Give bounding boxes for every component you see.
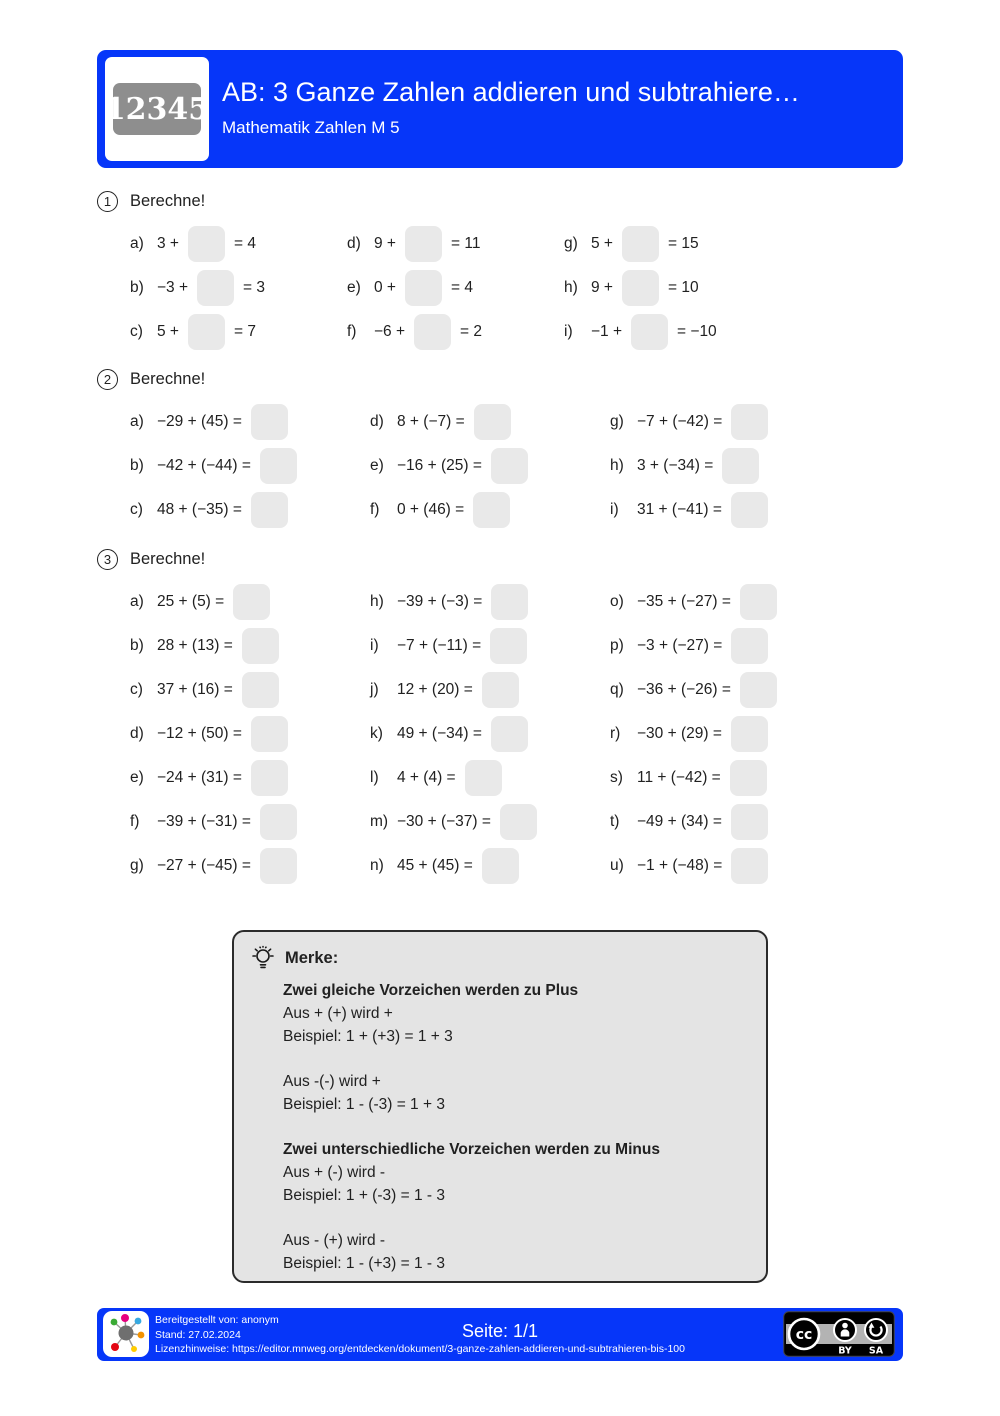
answer-box[interactable] bbox=[473, 492, 510, 528]
exercise-label: e) bbox=[130, 769, 144, 786]
footer-date: Stand: 27.02.2024 bbox=[155, 1328, 241, 1341]
exercise-row bbox=[370, 580, 610, 624]
note-line: Beispiel: 1 + (+3) = 1 + 3 bbox=[283, 1028, 453, 1045]
exercise-grid bbox=[97, 580, 850, 888]
exercise-column bbox=[370, 580, 610, 888]
exercise-row bbox=[370, 624, 610, 668]
exercise-expression: 5 + bbox=[591, 235, 613, 252]
answer-box[interactable] bbox=[260, 804, 297, 840]
exercise-result: = 11 bbox=[450, 235, 481, 252]
exercise-row bbox=[370, 400, 610, 444]
exercise-expression: −35 + (−27) = bbox=[637, 593, 731, 610]
answer-box[interactable] bbox=[731, 404, 768, 440]
section-heading bbox=[97, 368, 850, 390]
exercise-label: r) bbox=[610, 725, 621, 742]
page-title: AB: 3 Ganze Zahlen addieren und subtrahiere… bbox=[222, 77, 800, 107]
answer-box[interactable] bbox=[731, 492, 768, 528]
exercise-expression: 11 + (−42) = bbox=[637, 769, 721, 786]
exercise-row bbox=[370, 756, 610, 800]
answer-box[interactable] bbox=[722, 448, 759, 484]
note-line: Beispiel: 1 - (+3) = 1 - 3 bbox=[283, 1255, 445, 1272]
exercise-row bbox=[130, 222, 347, 266]
answer-box[interactable] bbox=[730, 760, 767, 796]
answer-box[interactable] bbox=[188, 314, 225, 350]
exercise-row bbox=[370, 712, 610, 756]
exercise-section-1 bbox=[97, 190, 781, 354]
exercise-expression: 3 + bbox=[157, 235, 179, 252]
worksheet-header bbox=[97, 50, 903, 168]
exercise-row bbox=[130, 668, 370, 712]
exercise-expression: 9 + bbox=[374, 235, 396, 252]
exercise-row bbox=[610, 712, 850, 756]
exercise-expression: 49 + (−34) = bbox=[397, 725, 482, 742]
answer-box[interactable] bbox=[242, 628, 279, 664]
exercise-expression: −3 + (−27) = bbox=[637, 637, 723, 654]
exercise-grid bbox=[97, 222, 781, 354]
answer-box[interactable] bbox=[465, 760, 502, 796]
note-header bbox=[250, 945, 750, 971]
exercise-column bbox=[610, 400, 850, 532]
answer-box[interactable] bbox=[260, 848, 297, 884]
answer-box[interactable] bbox=[631, 314, 668, 350]
exercise-row bbox=[130, 488, 370, 532]
exercise-label: g) bbox=[610, 413, 624, 430]
exercise-expression: 25 + (5) = bbox=[157, 593, 225, 610]
exercise-label: i) bbox=[564, 323, 573, 340]
svg-text:cc: cc bbox=[795, 1327, 813, 1343]
exercise-row bbox=[130, 712, 370, 756]
exercise-column bbox=[370, 400, 610, 532]
note-line: Beispiel: 1 - (-3) = 1 + 3 bbox=[283, 1096, 445, 1113]
answer-box[interactable] bbox=[731, 804, 768, 840]
exercise-label: l) bbox=[370, 769, 379, 786]
numbers-logo-icon: 12345 bbox=[113, 83, 201, 135]
note-line: Aus - (+) wird - bbox=[283, 1232, 386, 1249]
section-title: Berechne! bbox=[130, 549, 206, 568]
exercise-label: a) bbox=[130, 235, 144, 252]
footer-meta bbox=[155, 1313, 685, 1357]
exercise-label: h) bbox=[564, 279, 578, 296]
answer-box[interactable] bbox=[731, 716, 768, 752]
exercise-expression: 12 + (20) = bbox=[397, 681, 473, 698]
exercise-expression: −12 + (50) = bbox=[157, 725, 242, 742]
exercise-label: e) bbox=[370, 457, 384, 474]
note-block bbox=[283, 1070, 750, 1116]
exercise-expression: 28 + (13) = bbox=[157, 637, 233, 654]
exercise-expression: 4 + (4) = bbox=[397, 769, 456, 786]
exercise-expression: 8 + (−7) = bbox=[397, 413, 465, 430]
exercise-label: c) bbox=[130, 501, 143, 518]
exercise-label: o) bbox=[610, 593, 624, 610]
exercise-label: k) bbox=[370, 725, 383, 742]
exercise-column bbox=[130, 222, 347, 354]
section-number-badge: 1 bbox=[97, 191, 118, 212]
answer-box[interactable] bbox=[740, 584, 777, 620]
exercise-label: b) bbox=[130, 637, 144, 654]
exercise-label: e) bbox=[347, 279, 361, 296]
answer-box[interactable] bbox=[622, 226, 659, 262]
exercise-expression: 37 + (16) = bbox=[157, 681, 233, 698]
exercise-row bbox=[130, 310, 347, 354]
note-body bbox=[283, 979, 750, 1275]
exercise-row bbox=[370, 444, 610, 488]
exercise-section-3 bbox=[97, 548, 850, 888]
exercise-label: j) bbox=[370, 681, 379, 698]
exercise-expression: −24 + (31) = bbox=[157, 769, 242, 786]
exercise-expression: 9 + bbox=[591, 279, 613, 296]
network-logo-icon bbox=[103, 1311, 149, 1357]
note-title: Merke: bbox=[285, 948, 339, 967]
exercise-label: c) bbox=[130, 681, 143, 698]
note-block bbox=[283, 1229, 750, 1275]
answer-box[interactable] bbox=[242, 672, 279, 708]
answer-box[interactable] bbox=[251, 492, 288, 528]
exercise-label: p) bbox=[610, 637, 624, 654]
answer-box[interactable] bbox=[491, 716, 528, 752]
exercise-expression: 31 + (−41) = bbox=[637, 501, 722, 518]
brand-logo bbox=[105, 57, 209, 161]
exercise-label: i) bbox=[610, 501, 619, 518]
answer-box[interactable] bbox=[251, 716, 288, 752]
section-number-badge: 2 bbox=[97, 369, 118, 390]
worksheet-footer bbox=[97, 1308, 903, 1361]
exercise-result: = 4 bbox=[233, 235, 256, 252]
exercise-expression: −6 + bbox=[374, 323, 406, 340]
exercise-expression: −30 + (−37) = bbox=[397, 813, 491, 830]
answer-box[interactable] bbox=[405, 226, 442, 262]
exercise-row bbox=[370, 844, 610, 888]
exercise-result: = 4 bbox=[450, 279, 473, 296]
exercise-result: = 2 bbox=[460, 323, 483, 340]
exercise-row bbox=[130, 580, 370, 624]
answer-box[interactable] bbox=[500, 804, 537, 840]
note-line: Beispiel: 1 + (-3) = 1 - 3 bbox=[283, 1187, 445, 1204]
exercise-column bbox=[347, 222, 564, 354]
exercise-row bbox=[130, 400, 370, 444]
exercise-expression: −39 + (−31) = bbox=[157, 813, 251, 830]
answer-box[interactable] bbox=[260, 448, 297, 484]
exercise-label: h) bbox=[370, 593, 384, 610]
exercise-row bbox=[564, 266, 781, 310]
answer-box[interactable] bbox=[251, 404, 288, 440]
exercise-expression: 5 + bbox=[157, 323, 179, 340]
exercise-expression: −7 + (−42) = bbox=[637, 413, 723, 430]
section-heading bbox=[97, 548, 850, 570]
answer-box[interactable] bbox=[740, 672, 777, 708]
footer-provided-by: Bereitgestellt von: anonym bbox=[155, 1314, 279, 1326]
section-title: Berechne! bbox=[130, 191, 206, 210]
exercise-row bbox=[130, 800, 370, 844]
exercise-row bbox=[347, 266, 564, 310]
exercise-expression: −16 + (25) = bbox=[397, 457, 482, 474]
answer-box[interactable] bbox=[482, 672, 519, 708]
answer-box[interactable] bbox=[188, 226, 225, 262]
exercise-row bbox=[610, 624, 850, 668]
footer-license-link[interactable]: Lizenzhinweise: https://editor.mnweg.org/entdecken/dokument/3-ganze-zahlen-addieren-und-subtrahieren-bis-100 bbox=[155, 1343, 685, 1355]
exercise-column bbox=[130, 400, 370, 532]
answer-box[interactable] bbox=[731, 848, 768, 884]
section-title: Berechne! bbox=[130, 369, 206, 388]
exercise-grid bbox=[97, 400, 850, 532]
exercise-label: b) bbox=[130, 279, 144, 296]
exercise-row bbox=[610, 580, 850, 624]
exercise-label: b) bbox=[130, 457, 144, 474]
exercise-row bbox=[610, 756, 850, 800]
exercise-expression: 0 + (46) = bbox=[397, 501, 465, 518]
exercise-expression: −1 + bbox=[591, 323, 623, 340]
answer-box[interactable] bbox=[405, 270, 442, 306]
exercise-result: = 15 bbox=[667, 235, 699, 252]
exercise-row bbox=[564, 310, 781, 354]
exercise-label: a) bbox=[130, 413, 144, 430]
exercise-expression: −30 + (29) = bbox=[637, 725, 722, 742]
note-line: Aus -(-) wird + bbox=[283, 1073, 381, 1090]
exercise-section-2 bbox=[97, 368, 850, 532]
exercise-label: u) bbox=[610, 857, 624, 874]
exercise-expression: −42 + (−44) = bbox=[157, 457, 251, 474]
exercise-label: d) bbox=[130, 725, 144, 742]
exercise-result: = 10 bbox=[667, 279, 699, 296]
exercise-label: g) bbox=[564, 235, 578, 252]
exercise-row bbox=[610, 844, 850, 888]
exercise-label: m) bbox=[370, 813, 389, 830]
exercise-expression: −1 + (−48) = bbox=[637, 857, 723, 874]
note-box bbox=[232, 930, 768, 1283]
cc-sa-label: SA bbox=[868, 1345, 884, 1357]
exercise-label: t) bbox=[610, 813, 620, 830]
exercise-row bbox=[347, 310, 564, 354]
answer-box[interactable] bbox=[622, 270, 659, 306]
answer-box[interactable] bbox=[414, 314, 451, 350]
answer-box[interactable] bbox=[197, 270, 234, 306]
exercise-label: g) bbox=[130, 857, 144, 874]
answer-box[interactable] bbox=[233, 584, 270, 620]
exercise-row bbox=[130, 266, 347, 310]
exercise-expression: −29 + (45) = bbox=[157, 413, 242, 430]
header-text bbox=[222, 76, 800, 138]
exercise-row bbox=[130, 756, 370, 800]
exercise-column bbox=[564, 222, 781, 354]
answer-box[interactable] bbox=[491, 448, 528, 484]
exercise-expression: −49 + (34) = bbox=[637, 813, 722, 830]
exercise-result: = −10 bbox=[677, 323, 717, 340]
answer-box[interactable] bbox=[474, 404, 511, 440]
exercise-result: = 7 bbox=[233, 323, 256, 340]
exercise-column bbox=[130, 580, 370, 888]
exercise-row bbox=[610, 668, 850, 712]
exercise-expression: 48 + (−35) = bbox=[157, 501, 242, 518]
exercise-label: d) bbox=[347, 235, 361, 252]
page-subtitle: Mathematik Zahlen M 5 bbox=[222, 118, 400, 137]
exercise-expression: −7 + (−11) = bbox=[397, 637, 482, 654]
exercise-expression: −39 + (−3) = bbox=[397, 593, 483, 610]
page-number: Seite: 1/1 bbox=[461, 1321, 539, 1341]
answer-box[interactable] bbox=[490, 628, 527, 664]
exercise-expression: 45 + (45) = bbox=[397, 857, 473, 874]
exercise-label: f) bbox=[130, 813, 140, 830]
exercise-row bbox=[610, 488, 850, 532]
cc-by-sa-icon bbox=[783, 1311, 895, 1362]
exercise-expression: −3 + bbox=[157, 279, 189, 296]
exercise-expression: −36 + (−26) = bbox=[637, 681, 731, 698]
exercise-expression: 0 + bbox=[374, 279, 396, 296]
exercise-row bbox=[370, 668, 610, 712]
exercise-result: = 3 bbox=[243, 279, 266, 296]
section-heading bbox=[97, 190, 781, 212]
exercise-row bbox=[130, 624, 370, 668]
section-number-badge: 3 bbox=[97, 549, 118, 570]
exercise-label: h) bbox=[610, 457, 624, 474]
answer-box[interactable] bbox=[731, 628, 768, 664]
exercise-label: q) bbox=[610, 681, 624, 698]
exercise-expression: −27 + (−45) = bbox=[157, 857, 251, 874]
exercise-label: d) bbox=[370, 413, 384, 430]
exercise-row bbox=[610, 800, 850, 844]
note-line: Aus + (+) wird + bbox=[283, 1005, 393, 1022]
exercise-row bbox=[347, 222, 564, 266]
exercise-row bbox=[370, 800, 610, 844]
cc-by-label: BY bbox=[838, 1345, 852, 1357]
note-block bbox=[283, 1138, 750, 1207]
exercise-label: n) bbox=[370, 857, 384, 874]
answer-box[interactable] bbox=[482, 848, 519, 884]
answer-box[interactable] bbox=[251, 760, 288, 796]
note-rule-heading: Zwei unterschiedliche Vorzeichen werden zu Minus bbox=[283, 1141, 660, 1158]
exercise-expression: 3 + (−34) = bbox=[637, 457, 714, 474]
lightbulb-icon bbox=[250, 945, 276, 971]
exercise-label: s) bbox=[610, 769, 623, 786]
answer-box[interactable] bbox=[491, 584, 528, 620]
exercise-label: f) bbox=[370, 501, 380, 518]
exercise-row bbox=[610, 400, 850, 444]
exercise-label: a) bbox=[130, 593, 144, 610]
exercise-label: c) bbox=[130, 323, 143, 340]
note-line: Aus + (-) wird - bbox=[283, 1164, 386, 1181]
exercise-row bbox=[370, 488, 610, 532]
exercise-row bbox=[130, 844, 370, 888]
note-block bbox=[283, 979, 750, 1048]
exercise-label: i) bbox=[370, 637, 379, 654]
exercise-row bbox=[610, 444, 850, 488]
exercise-row bbox=[564, 222, 781, 266]
exercise-column bbox=[610, 580, 850, 888]
exercise-label: f) bbox=[347, 323, 357, 340]
exercise-row bbox=[130, 444, 370, 488]
note-rule-heading: Zwei gleiche Vorzeichen werden zu Plus bbox=[283, 982, 579, 999]
